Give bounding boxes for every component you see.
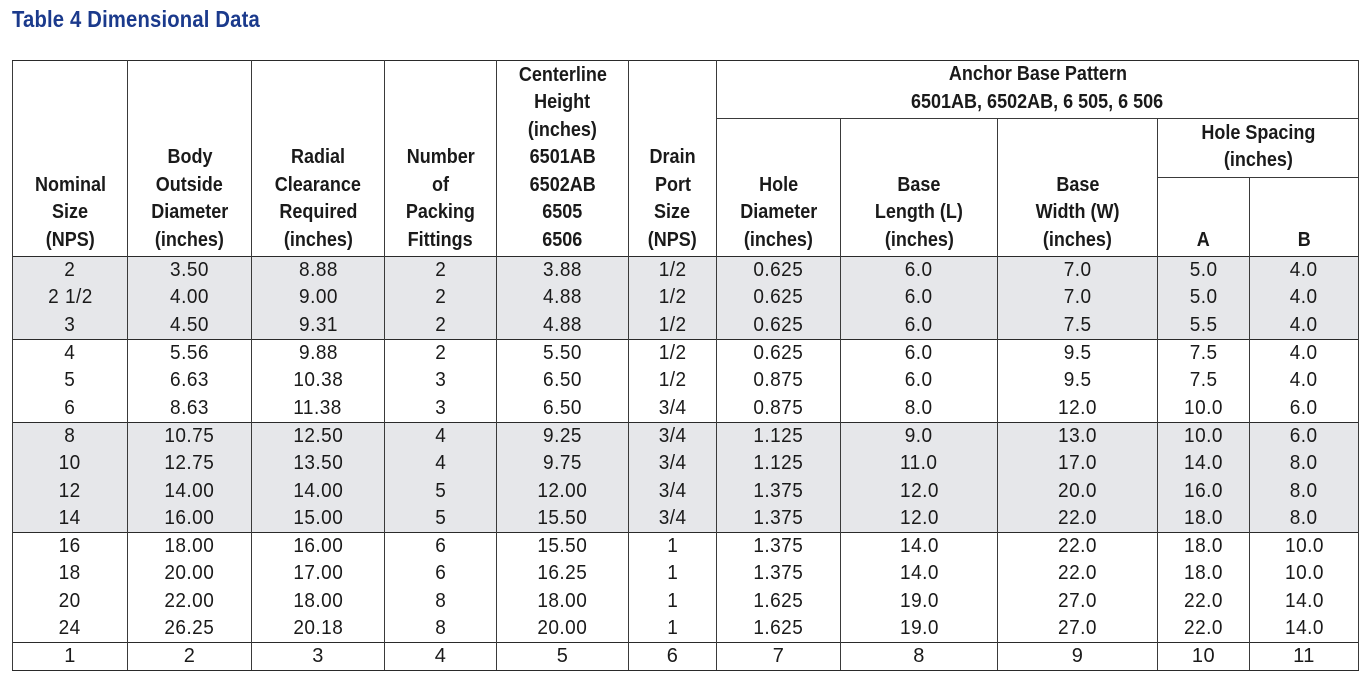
table-cell: 8 xyxy=(13,422,128,450)
table-cell: 18.0 xyxy=(1158,560,1250,587)
table-cell: 3 xyxy=(13,312,128,340)
table-cell: 14 xyxy=(13,505,128,533)
table-cell: 8 xyxy=(385,615,497,643)
header-drain-port-size: Drain Port Size (NPS) xyxy=(629,61,717,257)
table-title: Table 4 Dimensional Data xyxy=(12,6,260,32)
table-cell: 5.0 xyxy=(1158,257,1250,285)
table-cell: 1 xyxy=(629,588,717,615)
table-cell: 5.56 xyxy=(128,339,252,367)
table-cell: 20.18 xyxy=(252,615,385,643)
table-cell: 3 xyxy=(385,394,497,422)
header-base-length: Base Length (L) (inches) xyxy=(841,119,998,257)
table-cell: 0.625 xyxy=(717,339,841,367)
table-cell: 1.375 xyxy=(717,532,841,560)
table-cell: 8.0 xyxy=(1250,477,1359,504)
table-cell: 1 xyxy=(629,532,717,560)
table-cell: 5.0 xyxy=(1158,284,1250,311)
column-number-cell: 9 xyxy=(998,643,1158,671)
table-cell: 11.38 xyxy=(252,394,385,422)
table-cell: 3/4 xyxy=(629,450,717,477)
table-cell: 6 xyxy=(385,532,497,560)
table-row xyxy=(13,477,1359,504)
table-cell: 10.0 xyxy=(1158,394,1250,422)
table-row xyxy=(13,367,1359,394)
table-cell: 1.375 xyxy=(717,505,841,533)
column-number-cell: 7 xyxy=(717,643,841,671)
table-cell: 1/2 xyxy=(629,257,717,285)
table-cell: 20.00 xyxy=(497,615,629,643)
table-cell: 14.00 xyxy=(128,477,252,504)
table-cell: 1.375 xyxy=(717,477,841,504)
column-number-cell: 4 xyxy=(385,643,497,671)
table-cell: 4.0 xyxy=(1250,367,1359,394)
table-cell: 14.0 xyxy=(1250,588,1359,615)
table-cell: 14.0 xyxy=(841,560,998,587)
table-cell: 22.0 xyxy=(1158,615,1250,643)
table-cell: 1.125 xyxy=(717,422,841,450)
table-cell: 13.50 xyxy=(252,450,385,477)
table-cell: 8.0 xyxy=(1250,505,1359,533)
table-cell: 22.0 xyxy=(998,560,1158,587)
table-cell: 6.0 xyxy=(841,339,998,367)
table-cell: 19.0 xyxy=(841,588,998,615)
table-cell: 3.50 xyxy=(128,257,252,285)
table-cell: 4.0 xyxy=(1250,339,1359,367)
table-cell: 12.75 xyxy=(128,450,252,477)
table-cell: 4.0 xyxy=(1250,257,1359,285)
dimensional-data-table xyxy=(12,60,1359,671)
table-cell: 8.0 xyxy=(841,394,998,422)
table-cell: 9.31 xyxy=(252,312,385,340)
table-cell: 0.875 xyxy=(717,394,841,422)
table-cell: 10.0 xyxy=(1250,532,1359,560)
table-cell: 9.00 xyxy=(252,284,385,311)
table-cell: 0.625 xyxy=(717,257,841,285)
table-body xyxy=(13,257,1359,671)
table-cell: 1 xyxy=(629,615,717,643)
table-cell: 10.75 xyxy=(128,422,252,450)
table-cell: 10 xyxy=(13,450,128,477)
table-cell: 22.0 xyxy=(1158,588,1250,615)
table-cell: 9.25 xyxy=(497,422,629,450)
column-number-cell: 11 xyxy=(1250,643,1359,671)
table-cell: 18.00 xyxy=(252,588,385,615)
table-cell: 7.5 xyxy=(1158,367,1250,394)
table-cell: 10.0 xyxy=(1250,560,1359,587)
header-centerline-height: Centerline Height (inches) 6501AB 6502AB 6505 6506 xyxy=(497,61,629,257)
header-hole-spacing-b: B xyxy=(1250,178,1359,257)
table-cell: 1/2 xyxy=(629,312,717,340)
table-cell: 18.0 xyxy=(1158,505,1250,533)
header-nominal-size: Nominal Size (NPS) xyxy=(13,61,128,257)
table-cell: 10.0 xyxy=(1158,422,1250,450)
table-cell: 14.0 xyxy=(841,532,998,560)
table-cell: 14.00 xyxy=(252,477,385,504)
table-cell: 18 xyxy=(13,560,128,587)
column-number-cell: 5 xyxy=(497,643,629,671)
table-cell: 12.0 xyxy=(841,505,998,533)
table-cell: 6.0 xyxy=(1250,394,1359,422)
table-cell: 3/4 xyxy=(629,422,717,450)
table-cell: 4.88 xyxy=(497,284,629,311)
table-row xyxy=(13,505,1359,533)
table-cell: 4 xyxy=(385,422,497,450)
table-cell: 9.5 xyxy=(998,339,1158,367)
table-cell: 16.0 xyxy=(1158,477,1250,504)
table-cell: 1.375 xyxy=(717,560,841,587)
column-number-cell: 10 xyxy=(1158,643,1250,671)
header-radial-clearance: Radial Clearance Required (inches) xyxy=(252,61,385,257)
table-cell: 0.625 xyxy=(717,284,841,311)
table-cell: 1 xyxy=(629,560,717,587)
table-row xyxy=(13,588,1359,615)
table-cell: 4.0 xyxy=(1250,312,1359,340)
table-cell: 1.125 xyxy=(717,450,841,477)
table-cell: 6.0 xyxy=(841,367,998,394)
table-cell: 2 xyxy=(13,257,128,285)
table-cell: 1/2 xyxy=(629,339,717,367)
table-cell: 7.0 xyxy=(998,257,1158,285)
table-cell: 26.25 xyxy=(128,615,252,643)
table-cell: 12.0 xyxy=(841,477,998,504)
column-number-cell: 8 xyxy=(841,643,998,671)
table-cell: 20.00 xyxy=(128,560,252,587)
table-cell: 8.63 xyxy=(128,394,252,422)
table-cell: 6.50 xyxy=(497,367,629,394)
table-cell: 18.00 xyxy=(497,588,629,615)
table-cell: 27.0 xyxy=(998,615,1158,643)
table-cell: 4 xyxy=(13,339,128,367)
table-row xyxy=(13,339,1359,367)
table-row xyxy=(13,312,1359,340)
table-cell: 18.0 xyxy=(1158,532,1250,560)
table-cell: 5.5 xyxy=(1158,312,1250,340)
table-cell: 1/2 xyxy=(629,284,717,311)
table-cell: 17.0 xyxy=(998,450,1158,477)
table-cell: 12 xyxy=(13,477,128,504)
column-number-cell: 3 xyxy=(252,643,385,671)
column-number-row xyxy=(13,643,1359,671)
column-number-cell: 1 xyxy=(13,643,128,671)
table-cell: 2 xyxy=(385,284,497,311)
header-hole-diameter: Hole Diameter (inches) xyxy=(717,119,841,257)
table-row xyxy=(13,284,1359,311)
table-cell: 24 xyxy=(13,615,128,643)
header-packing-fittings: Number of Packing Fittings xyxy=(385,61,497,257)
table-cell: 6.50 xyxy=(497,394,629,422)
table-cell: 9.88 xyxy=(252,339,385,367)
table-cell: 4 xyxy=(385,450,497,477)
table-cell: 5.50 xyxy=(497,339,629,367)
header-hole-spacing: Hole Spacing (inches) xyxy=(1158,119,1359,178)
table-cell: 0.625 xyxy=(717,312,841,340)
table-cell: 1/2 xyxy=(629,367,717,394)
table-cell: 2 xyxy=(385,257,497,285)
table-cell: 6.63 xyxy=(128,367,252,394)
table-cell: 6.0 xyxy=(841,312,998,340)
table-cell: 4.00 xyxy=(128,284,252,311)
table-cell: 9.75 xyxy=(497,450,629,477)
table-cell: 5 xyxy=(13,367,128,394)
table-cell: 7.5 xyxy=(998,312,1158,340)
table-cell: 11.0 xyxy=(841,450,998,477)
table-cell: 20 xyxy=(13,588,128,615)
table-cell: 22.0 xyxy=(998,505,1158,533)
table-cell: 6.0 xyxy=(1250,422,1359,450)
table-cell: 22.0 xyxy=(998,532,1158,560)
table-cell: 27.0 xyxy=(998,588,1158,615)
header-anchor-base-pattern: Anchor Base Pattern 6501AB, 6502AB, 6 505, 6 506 xyxy=(717,61,1359,119)
table-cell: 12.0 xyxy=(998,394,1158,422)
header-hole-spacing-a: A xyxy=(1158,178,1250,257)
table-cell: 3 xyxy=(385,367,497,394)
table-cell: 7.0 xyxy=(998,284,1158,311)
column-number-cell: 6 xyxy=(629,643,717,671)
table-cell: 10.38 xyxy=(252,367,385,394)
table-cell: 20.0 xyxy=(998,477,1158,504)
table-cell: 19.0 xyxy=(841,615,998,643)
table-cell: 16 xyxy=(13,532,128,560)
table-cell: 8 xyxy=(385,588,497,615)
table-cell: 6 xyxy=(385,560,497,587)
header-body-outside-diameter: Body Outside Diameter (inches) xyxy=(128,61,252,257)
table-cell: 7.5 xyxy=(1158,339,1250,367)
table-row xyxy=(13,257,1359,285)
table-cell: 18.00 xyxy=(128,532,252,560)
table-row xyxy=(13,532,1359,560)
table-cell: 6.0 xyxy=(841,257,998,285)
table-cell: 1.625 xyxy=(717,615,841,643)
table-cell: 16.00 xyxy=(252,532,385,560)
table-cell: 12.50 xyxy=(252,422,385,450)
table-cell: 15.50 xyxy=(497,505,629,533)
table-cell: 3/4 xyxy=(629,394,717,422)
table-cell: 9.0 xyxy=(841,422,998,450)
table-cell: 3/4 xyxy=(629,505,717,533)
table-cell: 14.0 xyxy=(1250,615,1359,643)
table-cell: 3.88 xyxy=(497,257,629,285)
table-cell: 14.0 xyxy=(1158,450,1250,477)
table-cell: 12.00 xyxy=(497,477,629,504)
table-cell: 2 xyxy=(385,339,497,367)
column-number-cell: 2 xyxy=(128,643,252,671)
table-row xyxy=(13,450,1359,477)
table-cell: 5 xyxy=(385,505,497,533)
table-cell: 16.00 xyxy=(128,505,252,533)
table-cell: 13.0 xyxy=(998,422,1158,450)
table-cell: 16.25 xyxy=(497,560,629,587)
table-cell: 6 xyxy=(13,394,128,422)
table-cell: 22.00 xyxy=(128,588,252,615)
table-cell: 3/4 xyxy=(629,477,717,504)
table-cell: 4.88 xyxy=(497,312,629,340)
table-row xyxy=(13,615,1359,643)
table-cell: 4.0 xyxy=(1250,284,1359,311)
table-cell: 5 xyxy=(385,477,497,504)
header-base-width: Base Width (W) (inches) xyxy=(998,119,1158,257)
table-cell: 8.0 xyxy=(1250,450,1359,477)
table-cell: 2 1/2 xyxy=(13,284,128,311)
table-cell: 9.5 xyxy=(998,367,1158,394)
table-cell: 6.0 xyxy=(841,284,998,311)
table-cell: 8.88 xyxy=(252,257,385,285)
table-row xyxy=(13,560,1359,587)
table-cell: 15.00 xyxy=(252,505,385,533)
table-cell: 4.50 xyxy=(128,312,252,340)
table-cell: 0.875 xyxy=(717,367,841,394)
table-cell: 2 xyxy=(385,312,497,340)
table-cell: 1.625 xyxy=(717,588,841,615)
table-row xyxy=(13,422,1359,450)
table-cell: 15.50 xyxy=(497,532,629,560)
table-cell: 17.00 xyxy=(252,560,385,587)
table-row xyxy=(13,394,1359,422)
